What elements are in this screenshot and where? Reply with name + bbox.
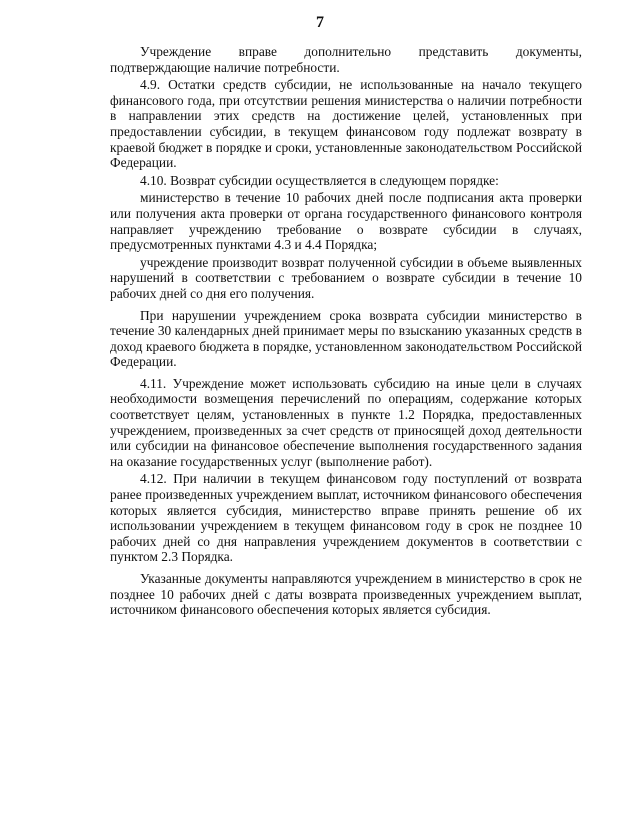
paragraph-4-9: 4.9. Остатки средств субсидии, не использованные на начало текущего финансового года, при отсутствии решения министерства о наличии потребности в направлении этих средств на достижение целей, установленных при предоставлении субсидии, в текущем финансовом году подлежат возврату в краевой бюджет в порядке и сроки, установленные законодательством Российской Федерации. [110, 77, 582, 171]
document-body [110, 44, 582, 620]
paragraph-final: Указанные документы направляются учреждением в министерство в срок не позднее 10 рабочих дней с даты возврата произведенных учреждением выплат, источником финансового обеспечения которых является субсидия. [110, 571, 582, 618]
page-number: 7 [316, 14, 324, 31]
paragraph-4-10-ministry: министерство в течение 10 рабочих дней после подписания акта проверки или получения акта проверки от органа государственного финансового контроля направляет учреждению требование о возврате субсидии в случаях, предусмотренных пунктами 4.3 и 4.4 Порядка; [110, 190, 582, 253]
paragraph-additional-documents: Учреждение вправе дополнительно представить документы, подтверждающие наличие потребности. [110, 44, 582, 75]
paragraph-4-11: 4.11. Учреждение может использовать субсидию на иные цели в случаях необходимости возмещения перечислений по операциям, содержание которых соответствует целям, установленных в пункте 1.2 Порядка, предоставленных учреждением, произведенных за счет средств от приносящей доход деятельности или субсидии на финансовое обеспечение выполнения государственного задания на оказание государственных услуг (выполнение работ). [110, 375, 582, 469]
paragraph-4-10: 4.10. Возврат субсидии осуществляется в следующем порядке: [140, 172, 499, 188]
paragraph-4-12: 4.12. При наличии в текущем финансовом году поступлений от возврата ранее произведенных учреждением выплат, источником финансового обеспечения которых является субсидия, министерство вправе принять решение об их использовании учреждением в текущем финансовом году в срок не позднее 10 рабочих дней со дня направления учреждением документов в соответствии с пунктом 2.3 Порядка. [110, 471, 582, 565]
paragraph-4-10-institution: учреждение производит возврат полученной субсидии в объеме выявленных нарушений в соответствии с требованием о возврате субсидии в течение 10 рабочих дней со дня его получения. [110, 254, 582, 301]
paragraph-violation: При нарушении учреждением срока возврата субсидии министерство в течение 30 календарных дней принимает меры по взысканию указанных средств в доход краевого бюджета в порядке, установленном законодательством Российской Федерации. [110, 307, 582, 370]
